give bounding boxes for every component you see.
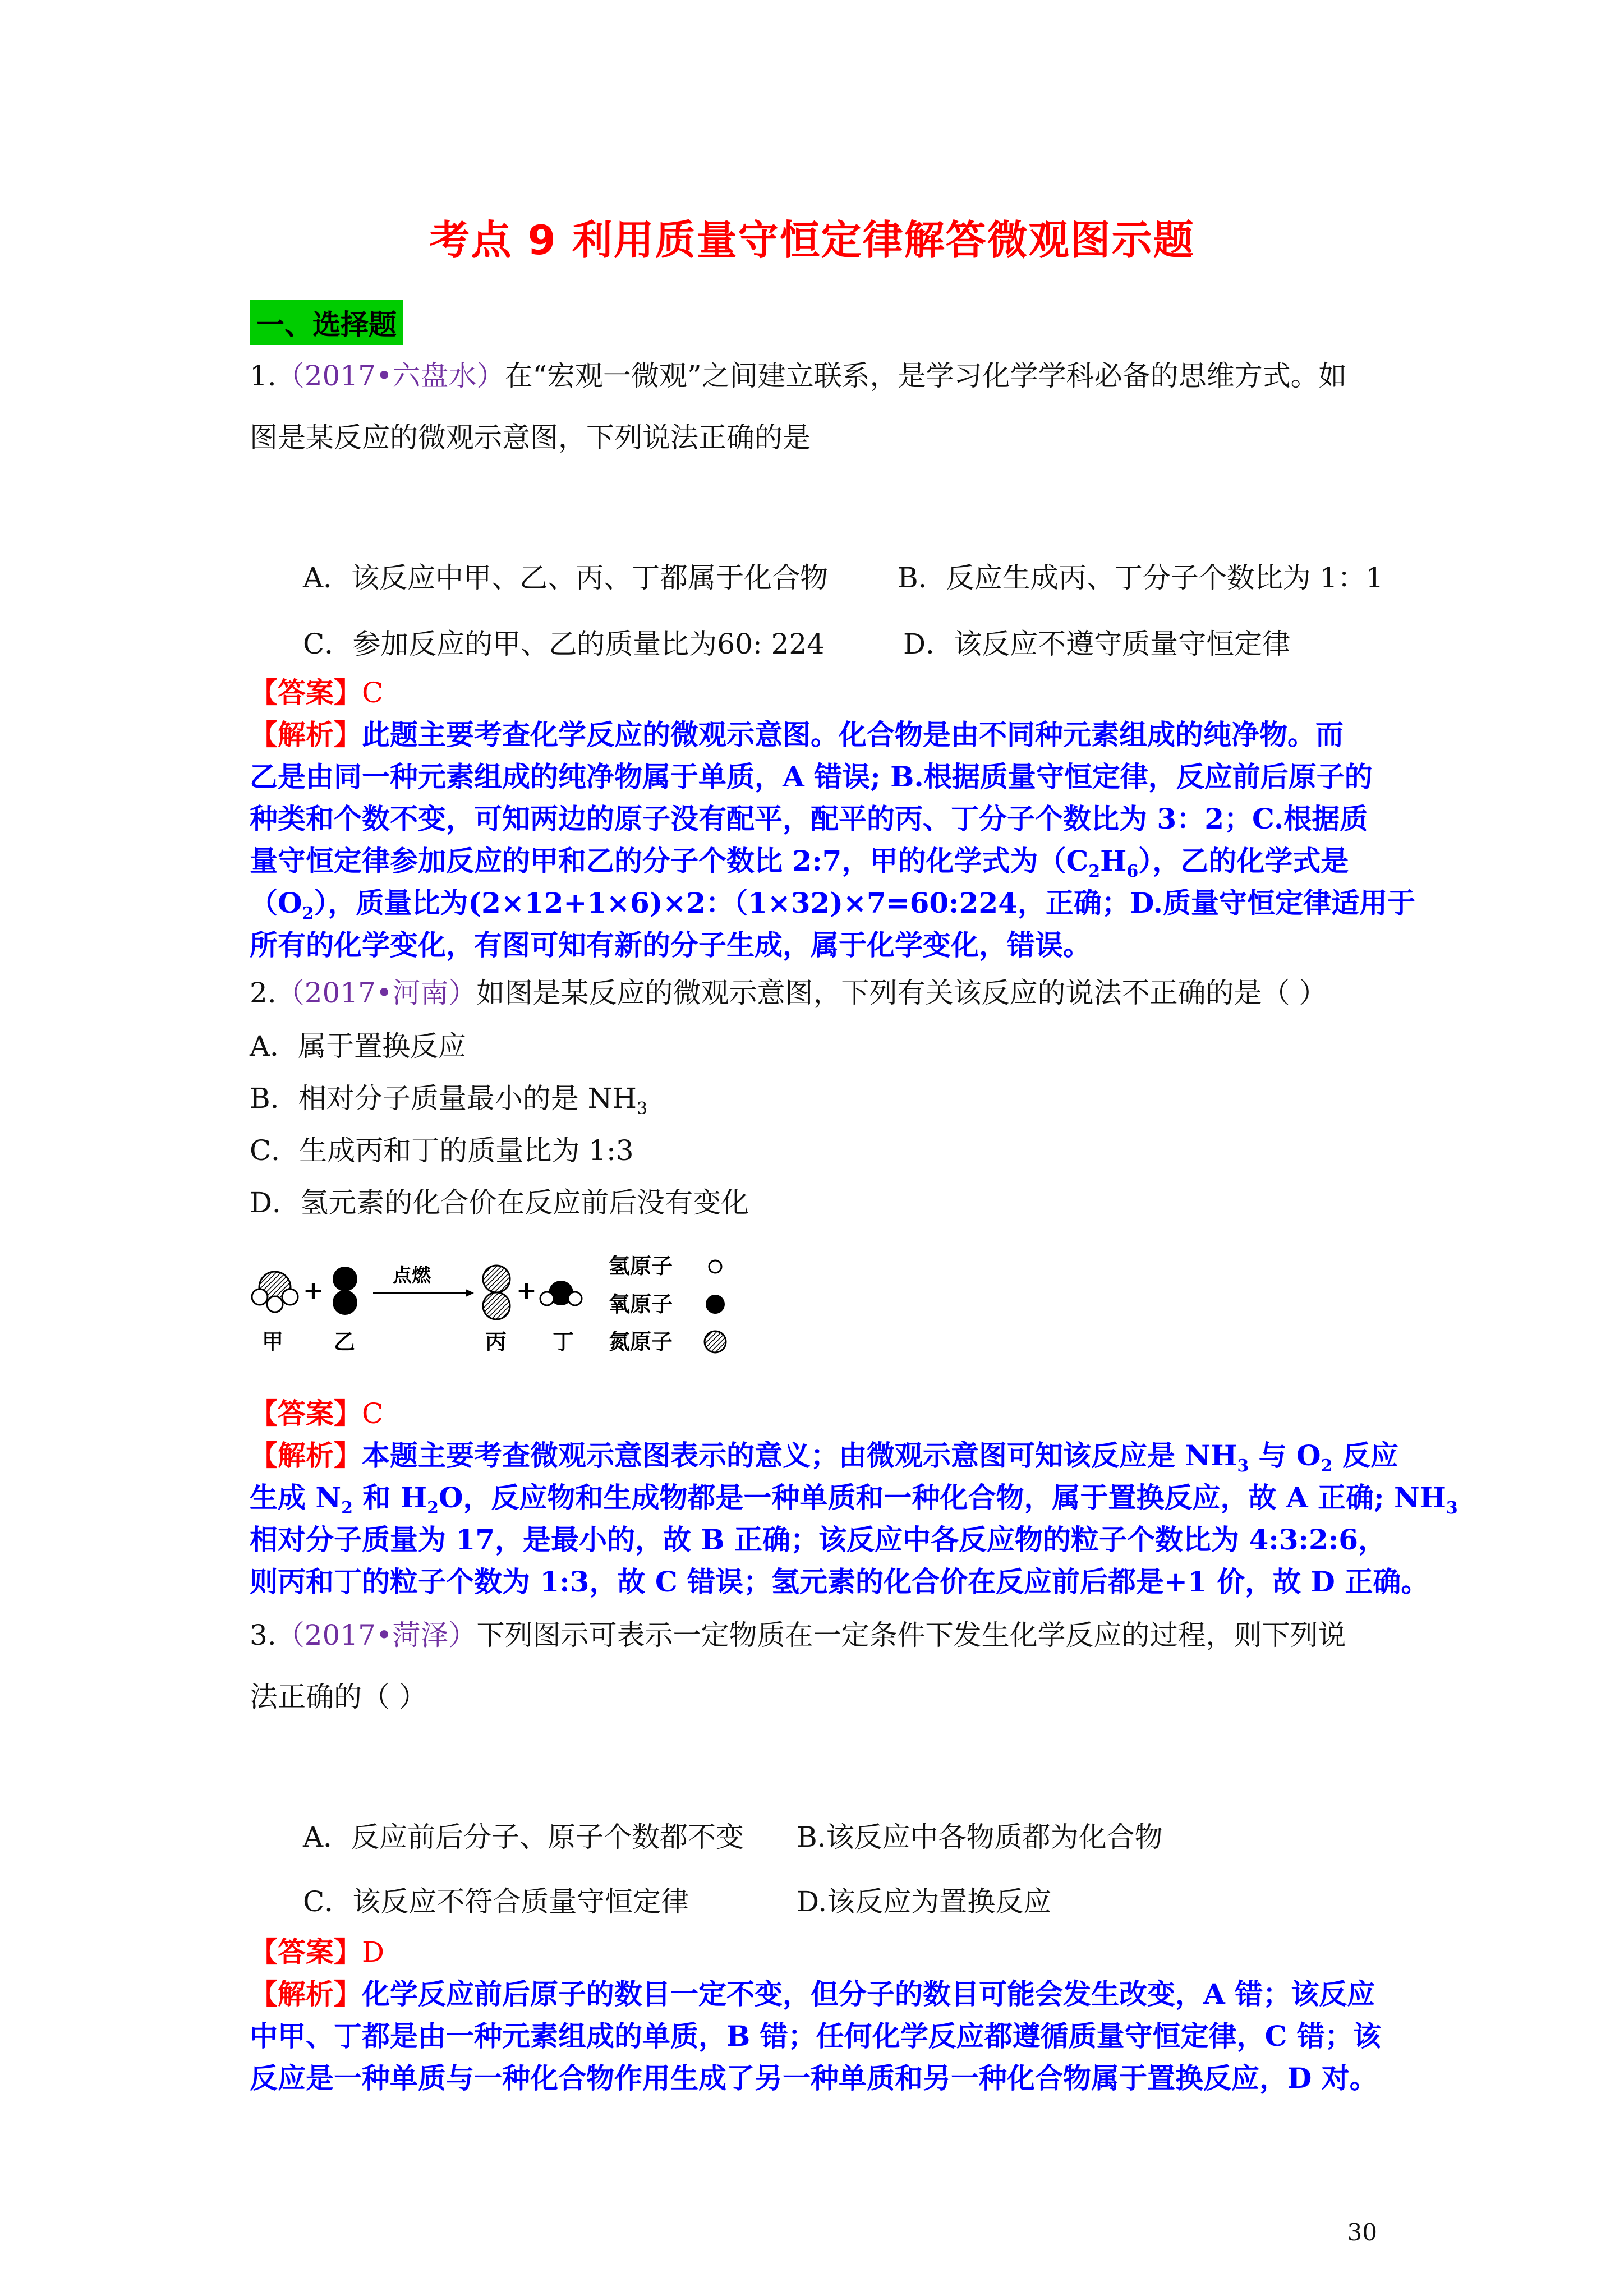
q2-option-b [250, 1082, 647, 1119]
q1-analysis-line-1 [250, 718, 1344, 752]
q3-analysis-line-2: 中甲、丁都是由一种元素组成的单质，B 错；任何化学反应都遵循质量守恒定律，C 错；该 [250, 2019, 1381, 2053]
q1-source: （2017•六盘水） [276, 360, 505, 392]
q2-analysis-text-2b: 和 H [353, 1481, 427, 1514]
label-jia: 甲 [262, 1329, 284, 1354]
q3-analysis-line-3: 反应是一种单质与一种化合物作用生成了另一种单质和另一种化合物属于置换反应，D 对。 [250, 2062, 1378, 2095]
q1-analysis-line-3: 种类和个数不变，可知两边的原子没有配平，配平的丙、丁分子个数比为 3：2；C.根据质 [250, 802, 1368, 835]
q1-answer-label: 【答案】 [250, 676, 362, 709]
q2-answer-value: C [362, 1397, 384, 1430]
q1-analysis-line-5 [250, 886, 1415, 924]
reaction-diagram [250, 1251, 755, 1363]
q1-option-d: D．该反应不遵守质量守恒定律 [903, 628, 1291, 660]
q1-analysis-text-5b: ），质量比为(2×12+1×6)×2：（1×32)×7=60:224，正确；D.质量守恒定律适用于 [314, 886, 1415, 919]
plus-sign-2: + [516, 1276, 537, 1305]
q2-analysis-line-2 [250, 1481, 1458, 1519]
q1-number: 1. [250, 360, 277, 392]
q1-analysis-label: 【解析】 [250, 718, 362, 751]
q3-stem-line-2: 法正确的（ ） [250, 1681, 427, 1713]
q2-text: 如图是某反应的微观示意图，下列有关该反应的说法不正确的是（ ） [476, 977, 1327, 1009]
legend-nitrogen: 氮原子 [609, 1329, 673, 1354]
label-ding: 丁 [553, 1329, 574, 1354]
q2-analysis-text-2c: O，反应物和生成物都是一种单质和一种化合物，属于置换反应，故 A 正确; NH [438, 1481, 1446, 1514]
hatched-circle-icon [705, 1331, 726, 1352]
q1-text-a: 在“宏观一微观”之间建立联系，是学习化学学科必备的思维方式。如 [504, 360, 1347, 392]
q1-stem-line-2: 图是某反应的微观示意图，下列说法正确的是 [250, 421, 811, 454]
q2-stem [250, 976, 1327, 1010]
q2-option-b-text: B．相对分子质量最小的是 NH [250, 1082, 637, 1115]
white-circle-icon [709, 1260, 721, 1273]
page-title: 考点 9 利用质量守恒定律解答微观图示题 [429, 217, 1195, 264]
q1-option-c: C．参加反应的甲、乙的质量比为60: 224 [303, 628, 825, 660]
q2-analysis-text-1b: 与 O [1249, 1439, 1321, 1472]
q1-analysis-line-2: 乙是由同一种元素组成的纯净物属于单质，A 错误; B.根据质量守恒定律，反应前后原子的 [250, 760, 1373, 793]
arrow-head-icon [466, 1289, 474, 1297]
q3-analysis-text-1: 化学反应前后原子的数目一定不变，但分子的数目可能会发生改变，A 错；该反应 [362, 1977, 1375, 2010]
q2-number: 2. [250, 977, 277, 1009]
q1-analysis-text-4c: ），乙的化学式是 [1138, 844, 1349, 877]
q3-analysis-label: 【解析】 [250, 1977, 362, 2010]
q2-source: （2017•河南） [276, 977, 477, 1009]
q1-analysis-sub-2: 6 [1126, 862, 1139, 881]
q1-analysis-sub-1: 2 [1088, 862, 1101, 881]
q1-answer [250, 676, 383, 710]
q2-analysis-line-3: 相对分子质量为 17，是最小的，故 B 正确；该反应中各反应物的粒子个数比为 4:3:2:6， [250, 1523, 1386, 1556]
q2-analysis-line-1 [250, 1439, 1398, 1476]
q1-analysis-text-4b: H [1100, 844, 1127, 877]
q1-analysis-sub-3: 2 [302, 904, 314, 923]
q3-analysis-line-1 [250, 1977, 1375, 2011]
q2-analysis-sub-1: 3 [1237, 1456, 1249, 1476]
q3-stem-line-1 [250, 1618, 1346, 1652]
q3-option-d: D.该反应为置换反应 [797, 1885, 1052, 1918]
q1-analysis-text-4a: 量守恒定律参加反应的甲和乙的分子个数比 2:7，甲的化学式为（C [250, 844, 1089, 877]
q1-analysis-line-4 [250, 844, 1349, 882]
molecule-jia [252, 1272, 298, 1312]
q2-answer-label: 【答案】 [250, 1397, 362, 1430]
q2-option-a: A．属于置换反应 [250, 1030, 467, 1062]
q2-analysis-text-1c: 反应 [1332, 1439, 1398, 1472]
legend-oxygen: 氧原子 [609, 1292, 673, 1317]
q3-answer-label: 【答案】 [250, 1935, 362, 1968]
q2-analysis-sub-2: 2 [1321, 1456, 1333, 1476]
q3-text-a: 下列图示可表示一定物质在一定条件下发生化学反应的过程，则下列说 [476, 1619, 1346, 1651]
q2-analysis-text-1a: 本题主要考查微观示意图表示的意义；由微观示意图可知该反应是 NH [362, 1439, 1237, 1472]
q2-option-b-sub: 3 [637, 1099, 648, 1119]
black-circle-icon [706, 1295, 725, 1314]
legend-hydrogen: 氢原子 [609, 1254, 673, 1278]
q2-option-d: D．氢元素的化合价在反应前后没有变化 [250, 1186, 749, 1219]
q3-option-c: C．该反应不符合质量守恒定律 [303, 1885, 689, 1918]
q3-number: 3. [250, 1619, 277, 1651]
q3-answer [250, 1935, 384, 1969]
q1-option-b: B．反应生成丙、丁分子个数比为 1：1 [898, 562, 1384, 594]
label-bing: 丙 [485, 1329, 507, 1354]
molecule-yi [333, 1267, 357, 1315]
arrow-label: 点燃 [393, 1264, 431, 1287]
q3-option-a: A．反应前后分子、原子个数都不变 [303, 1821, 744, 1853]
q1-analysis-text-1: 此题主要考查化学反应的微观示意图。化合物是由不同种元素组成的纯净物。而 [362, 718, 1344, 751]
q1-option-a: A．该反应中甲、乙、丙、丁都属于化合物 [303, 562, 829, 594]
q3-answer-value: D [362, 1936, 385, 1968]
molecule-ding [540, 1281, 582, 1305]
q2-analysis-text-2a: 生成 N [250, 1481, 342, 1514]
q2-answer [250, 1397, 383, 1430]
plus-sign-1: + [303, 1276, 324, 1305]
q2-analysis-line-4: 则丙和丁的粒子个数为 1:3，故 C 错误；氢元素的化合价在反应前后都是+1 价，故 D 正确。 [250, 1565, 1429, 1598]
q2-analysis-sub-5: 3 [1446, 1498, 1458, 1518]
q1-stem-line-1 [250, 359, 1347, 393]
q2-analysis-sub-3: 2 [341, 1498, 353, 1518]
q3-option-b: B.该反应中各物质都为化合物 [797, 1821, 1163, 1853]
section-heading: 一、选择题 [250, 300, 403, 345]
molecule-bing [483, 1266, 510, 1319]
q1-analysis-line-6: 所有的化学变化，有图可知有新的分子生成，属于化学变化，错误。 [250, 928, 1091, 961]
q1-answer-value: C [362, 677, 384, 709]
q2-option-c: C．生成丙和丁的质量比为 1:3 [250, 1134, 634, 1167]
q1-analysis-text-5a: （O [250, 886, 302, 919]
q3-source: （2017•菏泽） [276, 1619, 477, 1651]
q2-analysis-sub-4: 2 [427, 1498, 439, 1518]
page-number: 30 [1347, 2219, 1377, 2246]
label-yi: 乙 [334, 1329, 356, 1354]
q2-analysis-label: 【解析】 [250, 1439, 362, 1472]
